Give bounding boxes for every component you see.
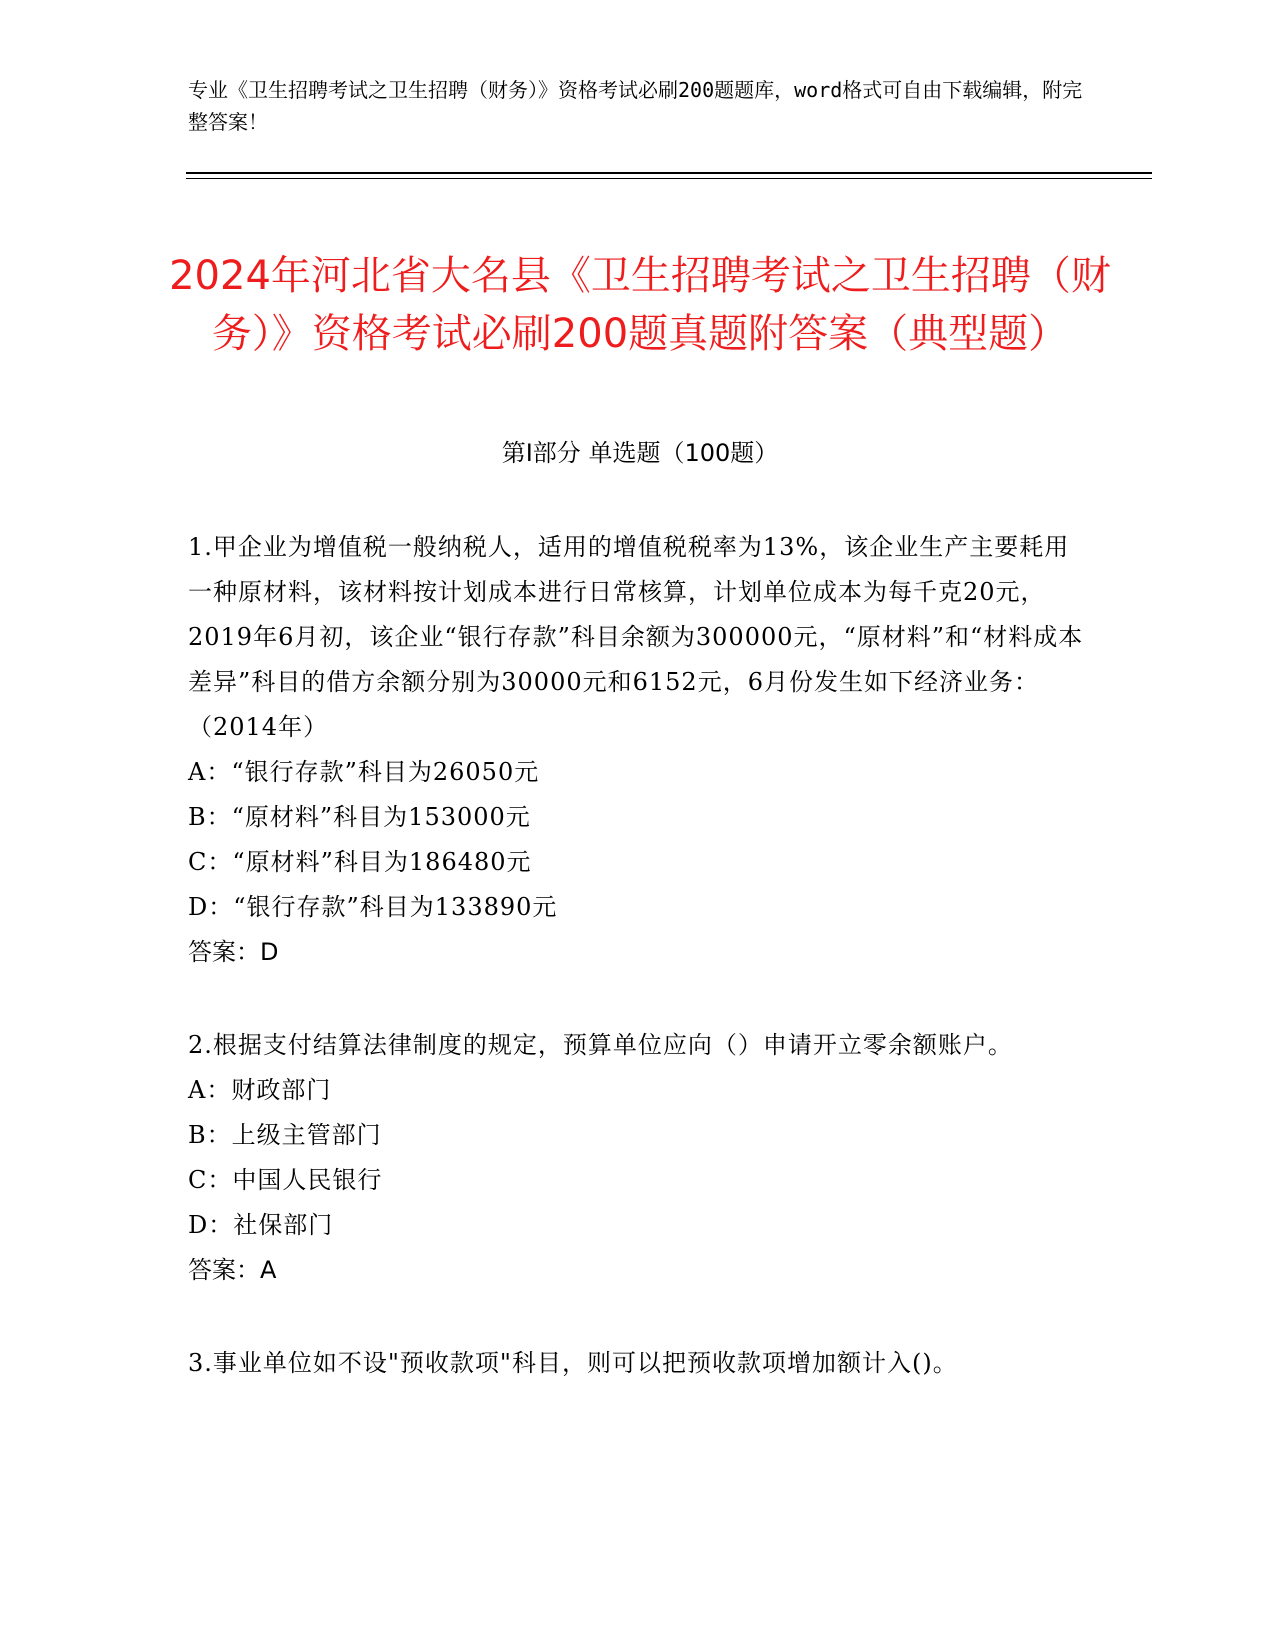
option-a: A：“银行存款”科目为26050元	[188, 758, 540, 786]
header-divider-thick	[186, 172, 1152, 174]
option-c: C：中国人民银行	[188, 1166, 383, 1194]
document-title: 2024年河北省大名县《卫生招聘考试之卫生招聘（财务）》资格考试必刷200题真题附答案（典型题）	[169, 252, 1111, 357]
option-b: B：“原材料”科目为153000元	[188, 803, 531, 831]
question-2	[188, 1023, 1088, 1293]
answer-label: 答案：A	[188, 1256, 277, 1284]
header-divider-thin	[186, 178, 1152, 179]
option-d: D：“银行存款”科目为133890元	[188, 893, 558, 921]
option-d: D：社保部门	[188, 1211, 334, 1239]
answer-label: 答案：D	[188, 938, 279, 966]
question-text: 1.甲企业为增值税一般纳税人，适用的增值税税率为13%，该企业生产主要耗用一种原材料，该材料按计划成本进行日常核算，计划单位成本为每千克20元，2019年6月初，该企业“银行存款”科目余额为300000元，“原材料”和“材料成本差异”科目的借方余额分别为30000元和6152元，6月份发生如下经济业务：（2014年）	[188, 533, 1084, 741]
section-title: 第I部分 单选题（100题）	[501, 439, 779, 467]
option-a: A：财政部门	[188, 1076, 332, 1104]
header-note: 专业《卫生招聘考试之卫生招聘（财务）》资格考试必刷200题题库，word格式可自由下载编辑，附完整答案！	[188, 78, 1083, 134]
option-b: B：上级主管部门	[188, 1121, 382, 1149]
question-3	[188, 1341, 1088, 1386]
question-1	[188, 525, 1088, 975]
question-list	[188, 525, 1088, 1434]
question-text: 2.根据支付结算法律制度的规定，预算单位应向（）申请开立零余额账户。	[188, 1031, 1013, 1059]
question-text: 3.事业单位如不设"预收款项"科目，则可以把预收款项增加额计入()。	[188, 1349, 958, 1377]
option-c: C：“原材料”科目为186480元	[188, 848, 532, 876]
